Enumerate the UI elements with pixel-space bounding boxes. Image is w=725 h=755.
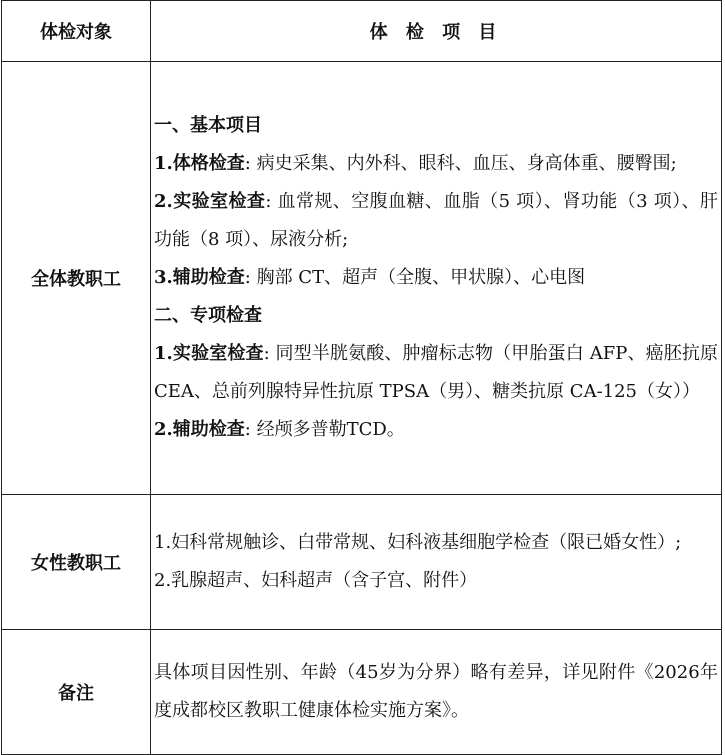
content-female-staff: [151, 495, 722, 630]
item-label: 1.体格检查: [154, 153, 245, 174]
table-row-female-staff: [2, 495, 722, 630]
item-ultrasound: 2.乳腺超声、妇科超声（含子宫、附件）: [154, 570, 478, 591]
section-basic-heading: 一、基本项目: [154, 115, 262, 136]
item-text: : 病史采集、内外科、眼科、血压、身高体重、腰臀围;: [244, 153, 677, 174]
table-row-note: [2, 630, 722, 755]
header-object: 体检对象: [2, 1, 151, 62]
item-gyn-exam: 1.妇科常规触诊、白带常规、妇科液基细胞学检查（限已婚女性）;: [154, 532, 682, 553]
item-text: : 血常规、空腹血糖、血脂（5 项）、肾功能（3 项）、肝功能（8 项）、尿液分析;: [154, 191, 718, 250]
category-all-staff: 全体教职工: [2, 62, 151, 495]
item-label: 2.实验室检查: [154, 191, 266, 212]
item-physical-exam: [154, 145, 718, 183]
item-aux-exam: [154, 259, 718, 297]
item-text: : 经颅多普勒TCD。: [244, 419, 405, 440]
table-row-all-staff: [2, 62, 722, 495]
item-special-lab: [154, 335, 718, 411]
section-special-heading: 二、专项检查: [154, 305, 262, 326]
category-note: 备注: [2, 630, 151, 755]
item-label: 1.实验室检查: [154, 343, 264, 364]
note-text: 具体项目因性别、年龄（45岁为分界）略有差异，详见附件《2026年度成都校区教职工健康体检实施方案》。: [154, 662, 718, 721]
content-note: [151, 630, 722, 755]
category-female-staff: 女性教职工: [2, 495, 151, 630]
health-check-table: [1, 0, 722, 755]
item-label: 3.辅助检查: [154, 267, 245, 288]
header-row: [2, 1, 722, 62]
item-special-aux: [154, 411, 718, 449]
content-all-staff: [151, 62, 722, 495]
header-items: 体 检 项 目: [151, 1, 722, 62]
item-label: 2.辅助检查: [154, 419, 245, 440]
item-lab-exam: [154, 183, 718, 259]
item-text: : 胸部 CT、超声（全腹、甲状腺）、心电图: [244, 267, 586, 288]
item-text: : 同型半胱氨酸、肿瘤标志物（甲胎蛋白 AFP、癌胚抗原 CEA、总前列腺特异性抗原 TPSA（男）、糖类抗原 CA-125（女））: [154, 343, 718, 402]
